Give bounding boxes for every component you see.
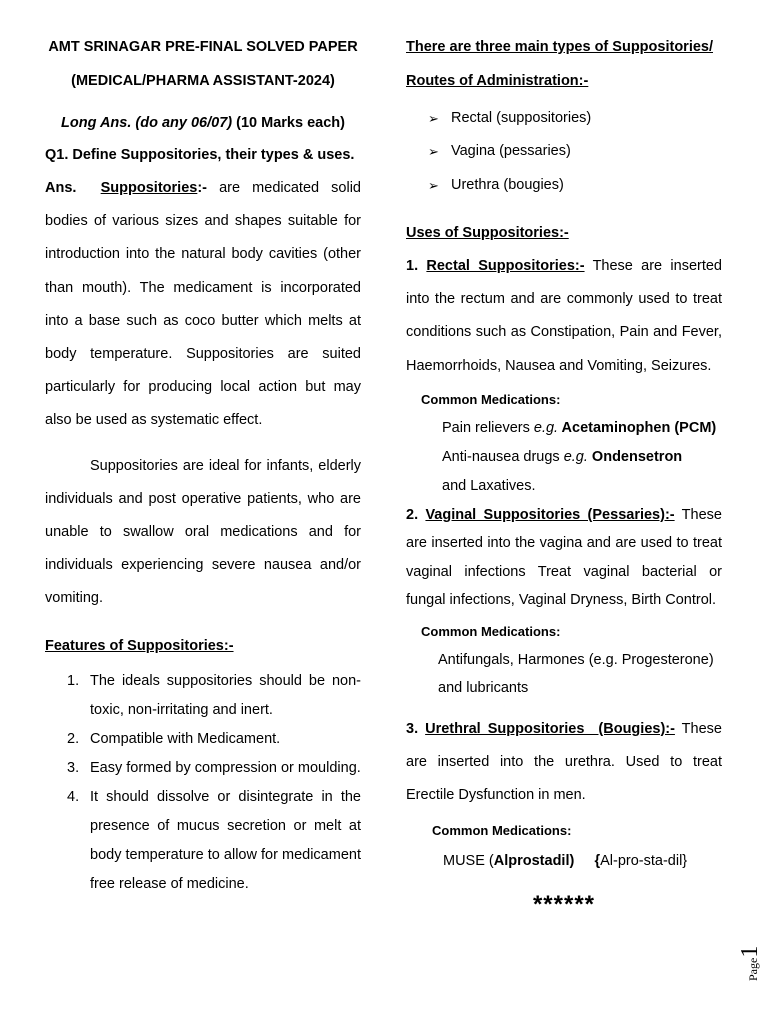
- vaginal-title: Vaginal Suppositories (Pessaries):-: [425, 506, 675, 523]
- common-medications-label: Common Medications:: [421, 391, 561, 407]
- rectal-text: These are inserted into the rectum and are commonly used to treat conditions such as Constipation, Pain and Fever, Haemorrhoids, Nausea and Vomiting, Seizures.: [406, 257, 723, 374]
- urethral-title: Urethral Suppositories (Bougies):-: [425, 720, 675, 737]
- page-number: [737, 934, 763, 981]
- rectal-section: [406, 250, 722, 383]
- feature-text: Compatible with Medicament.: [90, 730, 281, 747]
- answer-label: Ans.: [45, 180, 77, 196]
- vaginal-number: 2.: [406, 506, 419, 523]
- page-digit: 1: [737, 945, 763, 958]
- drug-name: Acetaminophen (PCM): [558, 419, 717, 436]
- urethral-section: [406, 713, 722, 813]
- paper-title-line2: (MEDICAL/PHARMA ASSISTANT-2024): [71, 73, 335, 89]
- types-list: [406, 102, 722, 202]
- feature-number: 2.: [67, 730, 80, 747]
- feature-item: [45, 783, 361, 899]
- rectal-medication-1: [406, 414, 722, 443]
- med-text: MUSE (: [443, 853, 494, 870]
- common-medications-label: Common Medications:: [421, 623, 561, 639]
- feature-item: [45, 725, 361, 754]
- long-answer-label: Long Ans. (do any 06/07): [61, 115, 233, 131]
- features-heading: Features of Suppositories:-: [45, 637, 234, 654]
- feature-item: [45, 667, 361, 725]
- question-1: Q1. Define Suppositories, their types & uses.: [45, 147, 355, 163]
- common-medications-label: Common Medications:: [432, 823, 572, 839]
- feature-text: The ideals suppositories should be non-toxic, non-irritating and inert.: [90, 672, 361, 718]
- arrow-bullet-icon: ➢: [428, 144, 439, 160]
- feature-number: 3.: [67, 759, 80, 776]
- vaginal-text: These are inserted into the vagina and are used to treat vaginal infections Treat vaginal bacterial or fungal infections, Vaginal Dryness, Birth Control.: [406, 506, 722, 609]
- vaginal-medication-2: and lubricants: [438, 679, 529, 696]
- left-column: [45, 30, 361, 899]
- vaginal-section: [406, 501, 722, 615]
- features-list: [45, 667, 361, 899]
- end-stars: ******: [532, 891, 596, 919]
- rectal-number: 1.: [406, 257, 419, 274]
- feature-text: It should dissolve or disintegrate in the presence of mucus secretion or melt at body temperature to allow for medicament free release of medicine.: [90, 788, 361, 892]
- answer-definition: [45, 172, 361, 438]
- arrow-bullet-icon: ➢: [428, 177, 439, 193]
- vaginal-medication-1: Antifungals, Harmones (e.g. Progesterone): [438, 651, 714, 668]
- feature-number: 4.: [67, 788, 80, 805]
- feature-number: 1.: [67, 672, 80, 689]
- type-item: [406, 169, 722, 202]
- type-item: [406, 135, 722, 168]
- rectal-medication-2: [406, 443, 722, 472]
- answer-paragraph-2: Suppositories are ideal for infants, elderly individuals and post operative patients, who are unable to swallow oral medications and for individuals experiencing severe nausea and/or vomiting.: [45, 457, 361, 607]
- med-text: Pain relievers: [442, 419, 534, 436]
- drug-name: Alprostadil): [493, 853, 575, 870]
- brace-open: {: [574, 853, 601, 870]
- rectal-medication-3: and Laxatives.: [442, 477, 536, 494]
- types-heading-line1: There are three main types of Suppositories/: [406, 39, 713, 55]
- page-number-rotated: [737, 933, 763, 981]
- type-text: Vagina (pessaries): [451, 143, 571, 160]
- urethral-medication: [406, 847, 722, 876]
- type-text: Urethra (bougies): [451, 176, 564, 193]
- urethral-number: 3.: [406, 720, 419, 737]
- med-text: Anti-nausea drugs: [442, 448, 564, 465]
- feature-text: Easy formed by compression or moulding.: [90, 759, 361, 776]
- eg-text: e.g.: [563, 448, 588, 465]
- long-answer-instruction: [45, 106, 361, 140]
- feature-item: [45, 754, 361, 783]
- rectal-title: Rectal Suppositories:-: [426, 257, 585, 274]
- right-column: [406, 30, 722, 920]
- answer-text: are medicated solid bodies of various sizes and shapes suitable for introduction into the natural body cavities (other than mouth). The medicament is incorporated into a base such as coco butter which melts at body temperature. Suppositories are suited particularly for producing local action but may also be used as systematic effect.: [45, 180, 361, 429]
- answer-term: Suppositories: [100, 180, 198, 196]
- type-text: Rectal (suppositories): [451, 110, 592, 126]
- page-word: Page: [746, 957, 760, 981]
- drug-name: Ondensetron: [587, 448, 683, 465]
- arrow-bullet-icon: ➢: [428, 111, 439, 126]
- types-heading-line2: Routes of Administration:-: [406, 73, 589, 89]
- paper-title-line1: AMT SRINAGAR PRE-FINAL SOLVED PAPER: [48, 39, 358, 55]
- uses-heading: Uses of Suppositories:-: [406, 224, 569, 241]
- type-item: [406, 102, 722, 135]
- pronunciation: Al-pro-sta-dil}: [600, 853, 688, 870]
- marks-note: (10 Marks each): [232, 115, 345, 131]
- eg-text: e.g.: [533, 419, 559, 436]
- answer-separator: :-: [197, 180, 207, 196]
- urethral-text: These are inserted into the urethra. Used to treat Erectile Dysfunction in men.: [406, 720, 722, 804]
